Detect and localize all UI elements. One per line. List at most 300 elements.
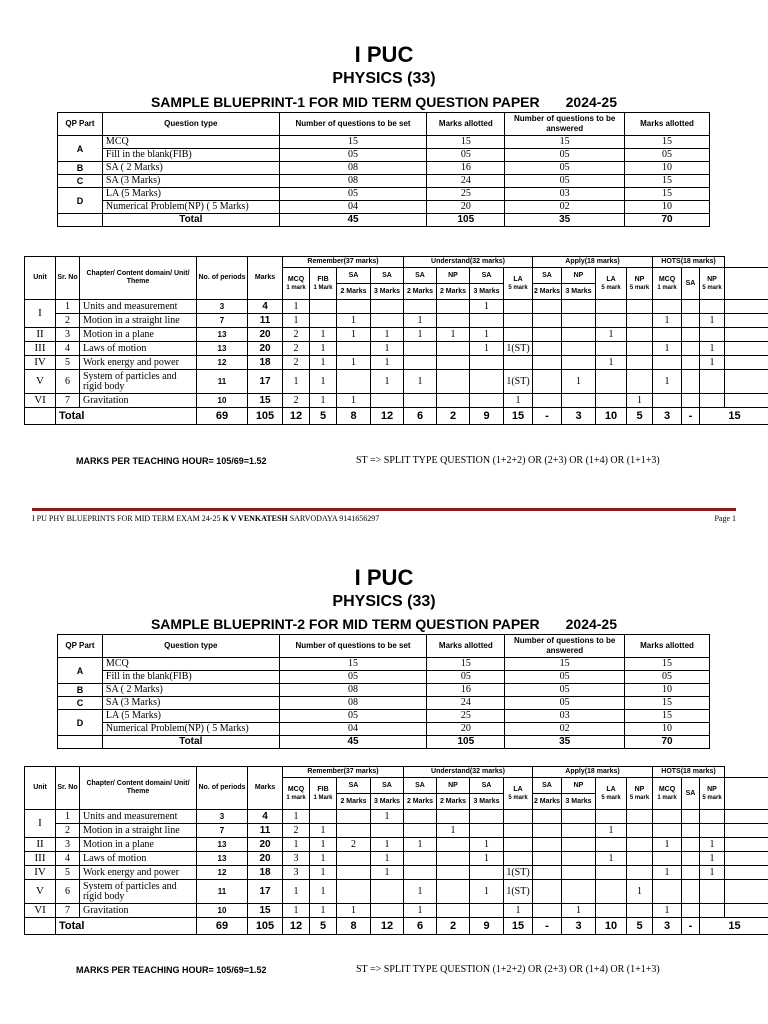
blueprint-table <box>24 766 768 935</box>
bp-subhead: NP <box>562 268 596 284</box>
bp-cell: 1 <box>337 314 371 328</box>
periods: 11 <box>197 370 248 394</box>
unit-label: II <box>25 328 56 342</box>
bp-cell <box>562 852 596 866</box>
qp-cell: MCQ <box>102 658 279 671</box>
total-label: Total <box>56 408 197 425</box>
bp-cell: 1 <box>337 904 371 918</box>
table-row <box>25 852 768 866</box>
total-cell: 12 <box>283 408 310 425</box>
bp-subhead: LA 5 mark <box>596 778 627 810</box>
bp-cell: 2 <box>283 394 310 408</box>
bp-cell <box>404 824 437 838</box>
bp-cell <box>596 314 627 328</box>
bp-cell <box>682 904 700 918</box>
total-cell: 2 <box>437 408 470 425</box>
chapter-name: System of particles and rigid body <box>80 880 197 904</box>
total-row <box>25 408 768 425</box>
bp-cell: 1 <box>310 866 337 880</box>
qp-cell: 05 <box>625 671 710 684</box>
bp-cell <box>700 370 725 394</box>
bp-cell <box>700 904 725 918</box>
qp-cell: 03 <box>505 188 625 201</box>
bp-cell <box>504 314 533 328</box>
part-label: A <box>58 658 103 684</box>
sr-no: 2 <box>56 824 80 838</box>
bp-cell <box>470 314 504 328</box>
table-row <box>25 328 768 342</box>
bp-subhead: NP 5 mark <box>700 268 725 300</box>
bp-cell <box>596 838 627 852</box>
qp-head-type: Question type <box>102 635 279 658</box>
table-row <box>58 671 710 684</box>
bp-cell <box>627 314 653 328</box>
bp-cell: 1 <box>653 904 682 918</box>
bp-cell <box>404 866 437 880</box>
bp-cell: 1 <box>404 880 437 904</box>
table-row <box>58 710 710 723</box>
bp-cell <box>337 852 371 866</box>
bp-cell <box>371 904 404 918</box>
bp-cell: 1 <box>310 328 337 342</box>
bp-cell <box>653 880 682 904</box>
part-label: D <box>58 188 103 214</box>
qp-head-set: Number of questions to be set <box>279 113 427 136</box>
bp-cell <box>562 300 596 314</box>
bp-cell <box>504 300 533 314</box>
bp-subhead: SA <box>470 268 504 284</box>
bp-cell: 2 <box>283 342 310 356</box>
bp-cell: 1 <box>627 394 653 408</box>
table-row <box>25 838 768 852</box>
bp-cell: 1 <box>310 904 337 918</box>
bp-subhead: SA <box>470 778 504 794</box>
bp-cell: 1 <box>653 866 682 880</box>
bp-cell: 1 <box>310 852 337 866</box>
total-marks: 105 <box>248 918 283 935</box>
bp-cell <box>627 356 653 370</box>
part-label: A <box>58 136 103 162</box>
total-row <box>58 214 710 227</box>
bp-cell <box>725 852 768 866</box>
unit-label: II <box>25 838 56 852</box>
bp-cell <box>700 880 725 904</box>
qp-cell: 15 <box>505 136 625 149</box>
qp-cell: 15 <box>625 697 710 710</box>
bp-subhead-marks: 2 Marks <box>437 284 470 300</box>
total-cell: 6 <box>404 408 437 425</box>
bp-cell <box>725 356 768 370</box>
bp-cell: 2 <box>283 356 310 370</box>
bp-cell <box>533 342 562 356</box>
bp-cell <box>627 300 653 314</box>
total-cell: 8 <box>337 408 371 425</box>
bp-subhead-marks: 2 Marks <box>337 284 371 300</box>
sr-no: 4 <box>56 852 80 866</box>
bp-cell <box>725 314 768 328</box>
qp-cell: 16 <box>427 162 505 175</box>
qp-cell: 02 <box>505 723 625 736</box>
bp-subhead: SA <box>371 268 404 284</box>
sr-no: 7 <box>56 394 80 408</box>
qp-cell: 05 <box>279 149 427 162</box>
table-row <box>25 824 768 838</box>
table-row <box>25 880 768 904</box>
periods: 3 <box>197 300 248 314</box>
divider <box>32 508 736 511</box>
bp-cell: 1 <box>470 300 504 314</box>
bp-subhead: SA <box>371 778 404 794</box>
bp-cell: 1 <box>404 328 437 342</box>
qp-cell: 04 <box>279 201 427 214</box>
qp-cell: 70 <box>625 736 710 749</box>
periods: 11 <box>197 880 248 904</box>
subject-title: PHYSICS (33) <box>332 593 436 610</box>
table-row <box>25 314 768 328</box>
bp-cell: 1 <box>283 838 310 852</box>
bp-cell: 1 <box>700 866 725 880</box>
qp-cell: 03 <box>505 710 625 723</box>
unit-label: VI <box>25 904 56 918</box>
total-cell: 3 <box>562 408 596 425</box>
bp-subhead: FIB 1 Mark <box>310 268 337 300</box>
table-row <box>25 356 768 370</box>
bp-cell <box>437 904 470 918</box>
qp-cell: 24 <box>427 697 505 710</box>
total-cell: 12 <box>371 408 404 425</box>
part-label: C <box>58 175 103 188</box>
qp-cell: 05 <box>505 149 625 162</box>
qp-cell: 05 <box>279 671 427 684</box>
qp-cell: 70 <box>625 214 710 227</box>
bp-cell <box>470 356 504 370</box>
total-cell: 12 <box>371 918 404 935</box>
table-row <box>25 866 768 880</box>
bp-head-apply: Apply(18 marks) <box>533 257 653 268</box>
bp-cell: 1 <box>653 342 682 356</box>
blueprint-title: SAMPLE BLUEPRINT-2 FOR MID TERM QUESTION PAPER 2024-25 <box>150 616 618 632</box>
bp-cell <box>562 838 596 852</box>
bp-cell: 1 <box>310 370 337 394</box>
bp-cell <box>725 810 768 824</box>
bp-head-remember: Remember(37 marks) <box>283 767 404 778</box>
qp-cell: 05 <box>279 710 427 723</box>
table-row <box>25 810 768 824</box>
bp-cell: 1 <box>404 904 437 918</box>
unit-label: V <box>25 370 56 394</box>
bp-cell: 1 <box>596 328 627 342</box>
qp-cell: MCQ <box>102 136 279 149</box>
bp-cell: 1 <box>596 852 627 866</box>
bp-cell: 1 <box>700 314 725 328</box>
qp-cell: 05 <box>505 684 625 697</box>
total-cell: - <box>682 408 700 425</box>
sr-no: 5 <box>56 356 80 370</box>
bp-cell <box>682 300 700 314</box>
qp-cell: 05 <box>427 671 505 684</box>
bp-cell <box>562 866 596 880</box>
bp-cell <box>725 328 768 342</box>
marks: 4 <box>248 300 283 314</box>
bp-cell <box>533 370 562 394</box>
periods: 3 <box>197 810 248 824</box>
bp-subhead: NP 5 mark <box>627 778 653 810</box>
bp-head-periods: No. of periods <box>197 767 248 810</box>
bp-cell: 1 <box>310 880 337 904</box>
bp-cell: 1 <box>437 824 470 838</box>
qp-cell: 05 <box>505 697 625 710</box>
bp-cell: 1 <box>310 394 337 408</box>
bp-cell <box>470 370 504 394</box>
marks: 4 <box>248 810 283 824</box>
bp-cell: 2 <box>283 328 310 342</box>
chapter-name: Units and measurement <box>80 810 197 824</box>
marks-per-hour: MARKS PER TEACHING HOUR= 105/69=1.52 <box>76 965 267 975</box>
chapter-name: Motion in a plane <box>80 328 197 342</box>
bp-cell <box>653 394 682 408</box>
periods: 13 <box>197 342 248 356</box>
bp-cell: 1 <box>653 314 682 328</box>
bp-cell <box>596 810 627 824</box>
marks: 18 <box>248 356 283 370</box>
chapter-name: System of particles and rigid body <box>80 370 197 394</box>
total-cell: 3 <box>562 918 596 935</box>
bp-cell <box>562 824 596 838</box>
bp-cell <box>504 356 533 370</box>
bp-subhead-marks: 3 Marks <box>371 794 404 810</box>
bp-head-chapter: Chapter/ Content domain/ Unit/ Theme <box>80 257 197 300</box>
qp-cell: 25 <box>427 710 505 723</box>
qp-cell: 10 <box>625 723 710 736</box>
qp-cell: 15 <box>625 136 710 149</box>
part-label: C <box>58 697 103 710</box>
qp-cell: 08 <box>279 697 427 710</box>
bp-cell <box>653 300 682 314</box>
qp-cell: 16 <box>427 684 505 697</box>
bp-cell <box>700 300 725 314</box>
sr-no: 3 <box>56 838 80 852</box>
blank-cell <box>25 408 56 425</box>
table-row <box>25 300 768 314</box>
bp-cell: 1 <box>596 356 627 370</box>
bp-cell <box>682 838 700 852</box>
chapter-name: Gravitation <box>80 904 197 918</box>
qp-cell: SA (3 Marks) <box>102 697 279 710</box>
bp-cell <box>562 314 596 328</box>
unit-label: V <box>25 880 56 904</box>
bp-cell <box>627 852 653 866</box>
bp-cell <box>627 810 653 824</box>
qp-table <box>57 634 710 749</box>
chapter-name: Units and measurement <box>80 300 197 314</box>
total-periods: 69 <box>197 918 248 935</box>
qp-head-marks: Marks allotted <box>625 113 710 136</box>
bp-head-chapter: Chapter/ Content domain/ Unit/ Theme <box>80 767 197 810</box>
bp-cell: 1 <box>653 838 682 852</box>
table-row <box>58 697 710 710</box>
chapter-name: Motion in a plane <box>80 838 197 852</box>
bp-subhead-marks: 3 Marks <box>371 284 404 300</box>
bp-cell <box>627 866 653 880</box>
qp-head-answered: Number of questions to be answered <box>505 113 625 136</box>
bp-subhead: NP 5 mark <box>700 778 725 810</box>
qp-head-marks: Marks allotted <box>625 635 710 658</box>
marks: 11 <box>248 314 283 328</box>
qp-cell: 05 <box>505 671 625 684</box>
bp-cell: 2 <box>337 838 371 852</box>
unit-label: VI <box>25 394 56 408</box>
bp-cell <box>404 300 437 314</box>
bp-cell <box>725 370 768 394</box>
qp-cell: Numerical Problem(NP) ( 5 Marks) <box>102 201 279 214</box>
qp-head-part: QP Part <box>58 635 103 658</box>
bp-head-periods: No. of periods <box>197 257 248 300</box>
bp-subhead: SA <box>533 268 562 284</box>
bp-cell <box>562 880 596 904</box>
bp-cell <box>596 394 627 408</box>
bp-cell <box>562 342 596 356</box>
total-cell: 15 <box>504 918 533 935</box>
bp-cell <box>371 314 404 328</box>
bp-cell: 1 <box>337 328 371 342</box>
bp-cell <box>437 370 470 394</box>
table-row <box>58 188 710 201</box>
qp-cell: 08 <box>279 175 427 188</box>
qp-head-allotted: Marks allotted <box>427 113 505 136</box>
bp-cell: 1(ST) <box>504 880 533 904</box>
bp-cell <box>437 866 470 880</box>
bp-cell <box>700 328 725 342</box>
bp-cell <box>310 300 337 314</box>
bp-cell: 1 <box>371 866 404 880</box>
bp-cell <box>725 300 768 314</box>
periods: 7 <box>197 314 248 328</box>
qp-cell: 05 <box>625 149 710 162</box>
bp-cell <box>627 370 653 394</box>
bp-cell <box>337 810 371 824</box>
bp-cell <box>470 904 504 918</box>
bp-subhead: FIB 1 Mark <box>310 778 337 810</box>
bp-cell <box>470 394 504 408</box>
qp-cell: LA (5 Marks) <box>102 188 279 201</box>
bp-cell: 1 <box>700 852 725 866</box>
table-row <box>58 175 710 188</box>
bp-cell <box>404 394 437 408</box>
qp-cell: 15 <box>427 136 505 149</box>
total-periods: 69 <box>197 408 248 425</box>
bp-cell <box>470 810 504 824</box>
bp-cell: 1 <box>371 838 404 852</box>
bp-cell <box>533 866 562 880</box>
qp-cell: 08 <box>279 684 427 697</box>
bp-cell <box>682 824 700 838</box>
chapter-name: Work energy and power <box>80 866 197 880</box>
total-cell: 2 <box>437 918 470 935</box>
bp-cell <box>533 852 562 866</box>
bp-cell <box>533 838 562 852</box>
bp-cell <box>596 880 627 904</box>
bp-subhead: SA <box>337 268 371 284</box>
bp-cell: 1 <box>437 328 470 342</box>
qp-cell: 45 <box>279 736 427 749</box>
table-row <box>25 370 768 394</box>
bp-cell <box>437 314 470 328</box>
bp-cell: 1 <box>700 838 725 852</box>
st-note: ST => SPLIT TYPE QUESTION (1+2+2) OR (2+3) OR (1+4) OR (1+1+3) <box>356 964 660 975</box>
bp-cell <box>504 810 533 824</box>
bp-cell: 1 <box>404 314 437 328</box>
bp-cell: 1 <box>371 852 404 866</box>
bp-cell: 1 <box>283 880 310 904</box>
bp-cell: 3 <box>283 866 310 880</box>
marks: 20 <box>248 852 283 866</box>
bp-cell: 1(ST) <box>504 370 533 394</box>
bp-cell <box>725 342 768 356</box>
periods: 10 <box>197 904 248 918</box>
bp-subhead: MCQ 1 mark <box>653 268 682 300</box>
bp-subhead-marks: 3 Marks <box>562 794 596 810</box>
bp-subhead-marks: 2 Marks <box>437 794 470 810</box>
bp-cell: 1 <box>470 342 504 356</box>
bp-head-marks: Marks <box>248 257 283 300</box>
bp-subhead: NP <box>437 268 470 284</box>
bp-cell <box>504 824 533 838</box>
bp-cell <box>596 370 627 394</box>
part-label: B <box>58 684 103 697</box>
bp-cell: 1 <box>310 824 337 838</box>
qp-cell: Numerical Problem(NP) ( 5 Marks) <box>102 723 279 736</box>
sr-no: 3 <box>56 328 80 342</box>
total-cell: 9 <box>470 408 504 425</box>
part-label: B <box>58 162 103 175</box>
bp-cell <box>337 370 371 394</box>
bp-cell <box>700 824 725 838</box>
unit-label: IV <box>25 356 56 370</box>
marks-per-hour: MARKS PER TEACHING HOUR= 105/69=1.52 <box>76 456 267 466</box>
bp-head-understand: Understand(32 marks) <box>404 767 533 778</box>
bp-cell: 1 <box>504 904 533 918</box>
qp-cell: 15 <box>625 658 710 671</box>
unit-label: III <box>25 342 56 356</box>
bp-cell: 1 <box>310 356 337 370</box>
bp-cell <box>682 810 700 824</box>
bp-cell <box>533 314 562 328</box>
sr-no: 1 <box>56 300 80 314</box>
bp-cell <box>533 904 562 918</box>
qp-head-allotted: Marks allotted <box>427 635 505 658</box>
sr-no: 6 <box>56 370 80 394</box>
bp-head-hots: HOTS(18 marks) <box>653 767 725 778</box>
sr-no: 1 <box>56 810 80 824</box>
bp-cell <box>533 394 562 408</box>
bp-subhead-marks: 2 Marks <box>533 284 562 300</box>
bp-cell <box>627 342 653 356</box>
chapter-name: Motion in a straight line <box>80 824 197 838</box>
qp-table <box>57 112 710 227</box>
bp-subhead: SA <box>682 268 700 300</box>
footer-contact: SARVODAYA 9141656297 <box>289 514 380 523</box>
bp-cell: 1 <box>371 328 404 342</box>
bp-cell <box>371 300 404 314</box>
qp-cell: 20 <box>427 723 505 736</box>
bp-cell <box>337 880 371 904</box>
unit-label: I <box>25 300 56 328</box>
page-footer <box>32 514 736 523</box>
bp-cell <box>404 342 437 356</box>
bp-cell <box>562 810 596 824</box>
periods: 10 <box>197 394 248 408</box>
table-row <box>25 394 768 408</box>
